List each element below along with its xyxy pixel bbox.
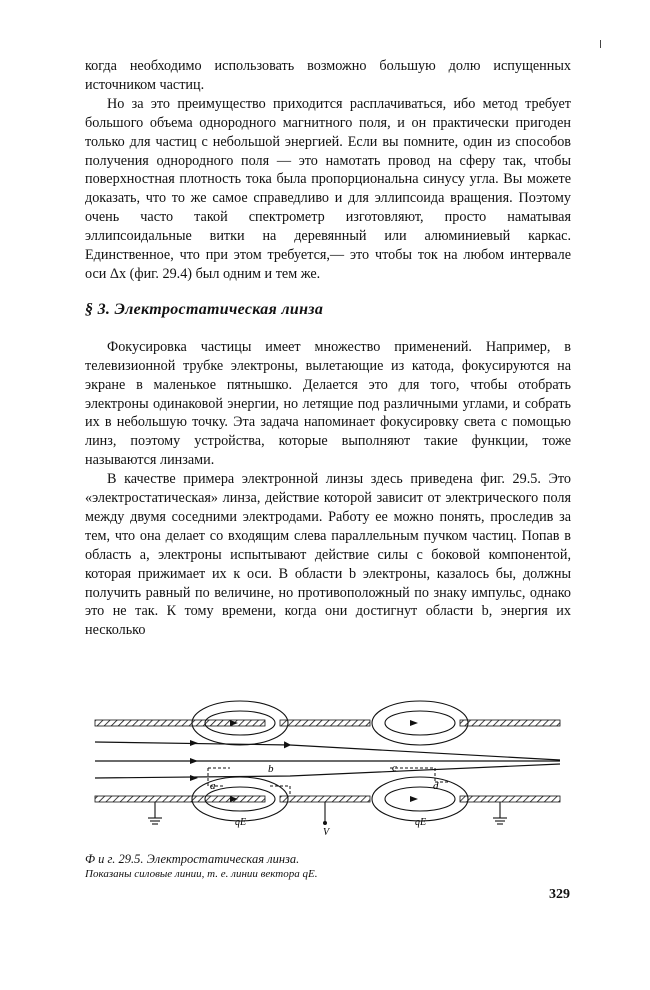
paragraph-focusing: Фокусировка частицы имеет множество применений. Например, в телевизионной трубке электроны, вылетающие из катода, фокусируются на экране в маленькое пятнышко. Делается это для того, чтобы отобрать электроны одинаковой энергии, но летящие под различными углами, и собрать их в небольшую точку. Эта задача напоминает фокусировку света с помощью линз, поэтому устройства, которые выполняют такие функции, тоже называются линзами.	[85, 338, 571, 469]
label-d: d	[433, 780, 439, 792]
paragraph-lens-example: В качестве примера электронной линзы здесь приведена фиг. 29.5. Это «электростатическая» линза, действие которой зависит от электрического поля между двумя соседними электродами. Работу ее можно понять, проследив за тем, что она делает со входящим слева параллельным пучком частиц. Попав в область a, электроны испытывают действие силы с боковой компонентой, которая прижимает их к оси. В области b электроны, казалось бы, должны получить равный по величине, но противоположный по знаку импульс, однако это не так. К тому времени, когда они достигнут области b, энергия их несколько	[85, 471, 571, 639]
label-qE-left: qE	[235, 817, 247, 828]
label-V: V	[323, 827, 330, 838]
figure-electrostatic-lens	[90, 690, 570, 840]
voltage-terminal	[323, 821, 327, 825]
caption-title: Ф и г. 29.5. Электростатическая линза.	[85, 852, 300, 866]
body-text	[85, 57, 571, 640]
page-number: 329	[549, 887, 570, 902]
force-vectors	[208, 768, 450, 796]
label-c: c	[392, 762, 397, 774]
paragraph-spectrometer: Но за это преимущество приходится расплачиваться, ибо метод требует большого объема однородного магнитного поля, и он практически пригоден только для частиц с небольшой энергией. Если вы помните, один из способов получения однородного поля — это намотать провод на сферу так, чтобы поверхностная плотность тока была пропорциональна синусу угла. Вы можете доказать, что то же самое справедливо и для эллипсоида вращения. Поэтому очень часто такой спектрометр изготовляют, просто наматывая эллипсоидальные витки на деревянный или алюминиевый каркас. Единственное, что при этом требуется,— это чтобы ток на любом интервале оси Δx (фиг. 29.4) был одним и тем же.	[85, 95, 571, 282]
paragraph-continuation: когда необходимо использовать возможно большую долю испущенных источником частиц.	[85, 58, 571, 93]
particle-beam	[95, 742, 560, 778]
lower-electrodes	[95, 796, 560, 802]
section-title: § 3. Электростатическая линза	[85, 300, 324, 318]
page-corner-mark	[600, 40, 601, 48]
caption-description: Показаны силовые линии, т. е. линии вектора qE.	[85, 868, 318, 880]
label-a: a	[210, 780, 216, 792]
label-b: b	[268, 763, 274, 775]
upper-electrodes	[95, 720, 560, 726]
label-qE-right: qE	[415, 817, 427, 828]
figure-caption	[85, 851, 571, 882]
